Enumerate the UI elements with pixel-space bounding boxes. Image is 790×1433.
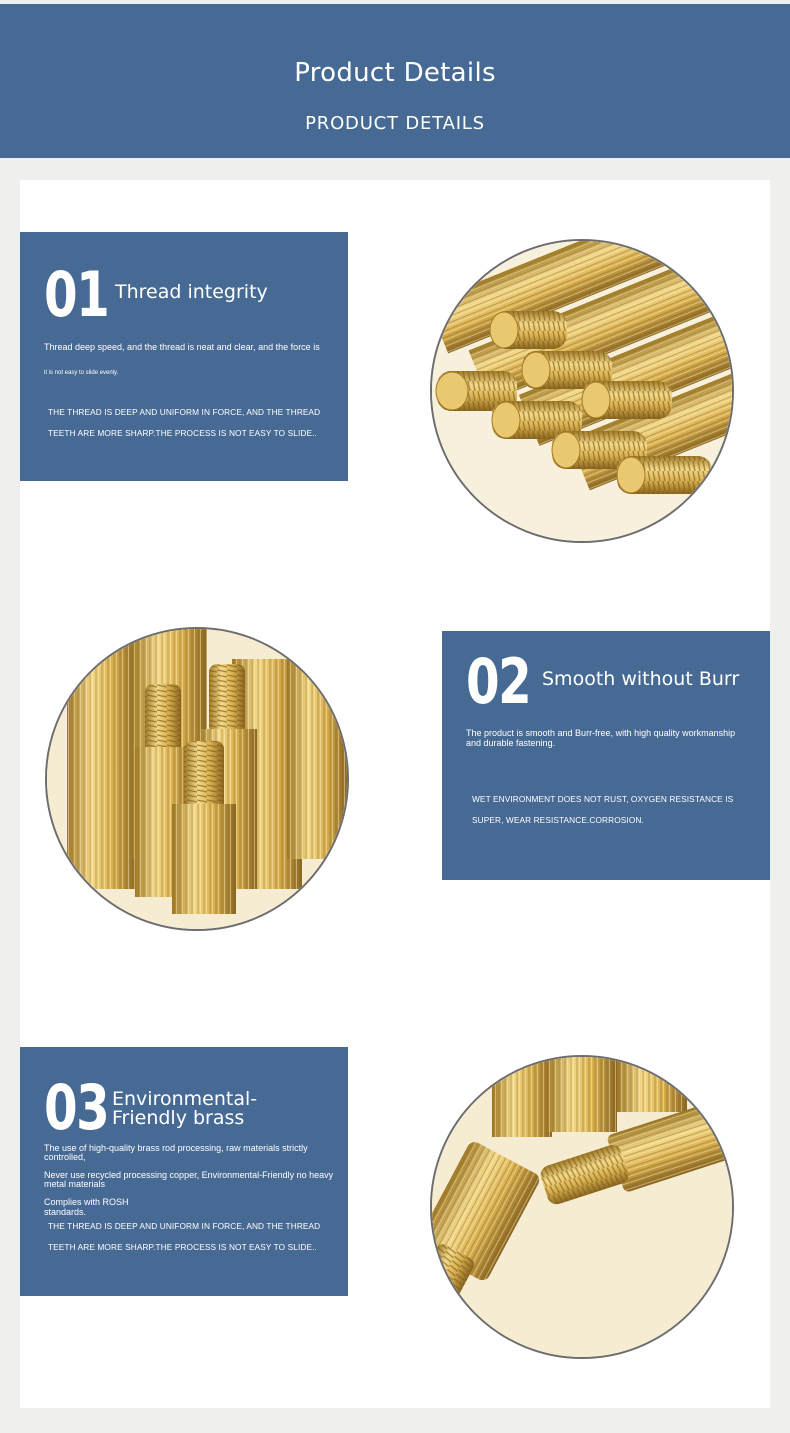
- feature-caps-line: TEETH ARE MORE SHARP.THE PROCESS IS NOT EASY TO SLIDE..: [48, 1242, 317, 1252]
- feature-description: The product is smooth and Burr-free, with high quality workmanship: [466, 728, 736, 738]
- feature-card-thread-integrity: [20, 232, 348, 481]
- feature-description: metal materials: [44, 1179, 106, 1189]
- feature-caps-line: TEETH ARE MORE SHARP.THE PROCESS IS NOT EASY TO SLIDE..: [48, 428, 317, 438]
- feature-caps-line: THE THREAD IS DEEP AND UNIFORM IN FORCE, AND THE THREAD: [48, 1221, 321, 1231]
- header-banner: [0, 4, 790, 158]
- brass-standoffs-image: [432, 241, 732, 541]
- feature-card-environmental-brass: [20, 1047, 348, 1296]
- feature-heading: Friendly brass: [112, 1107, 245, 1129]
- feature-card-smooth-without-burr: [442, 631, 770, 880]
- feature-description-note: it is not easy to slide evenly.: [44, 370, 119, 376]
- feature-description: and durable fastening.: [466, 738, 556, 748]
- feature-caps-line: SUPER, WEAR RESISTANCE.CORROSION.: [472, 815, 644, 825]
- feature-heading: Thread integrity: [115, 281, 268, 303]
- feature-description: Never use recycled processing copper, Environmental-Friendly no heavy: [44, 1170, 334, 1180]
- feature-heading: Smooth without Burr: [542, 668, 740, 690]
- feature-description: standards.: [44, 1207, 87, 1217]
- brass-standoffs-image: [47, 629, 347, 929]
- feature-number: 01: [44, 258, 109, 331]
- feature-description: Thread deep speed, and the thread is neat and clear, and the force is: [44, 342, 320, 352]
- feature-caps-line: THE THREAD IS DEEP AND UNIFORM IN FORCE, AND THE THREAD: [48, 407, 321, 417]
- feature-description: The use of high-quality brass rod processing, raw materials strictly: [44, 1143, 308, 1153]
- feature-description: Complies with ROSH: [44, 1197, 129, 1207]
- product-photo-smooth-standoffs: [45, 627, 349, 931]
- feature-number: 02: [466, 645, 531, 718]
- feature-description: controlled,: [44, 1152, 86, 1162]
- page-subtitle: PRODUCT DETAILS: [305, 113, 485, 134]
- feature-caps-line: WET ENVIRONMENT DOES NOT RUST, OXYGEN RESISTANCE IS: [472, 794, 734, 804]
- brass-standoffs-image: [432, 1057, 732, 1357]
- product-photo-thread-closeup: [430, 239, 734, 543]
- page-title: Product Details: [294, 58, 496, 88]
- feature-heading: Environmental-: [112, 1088, 258, 1110]
- feature-number: 03: [44, 1071, 109, 1144]
- product-photo-brass-closeup: [430, 1055, 734, 1359]
